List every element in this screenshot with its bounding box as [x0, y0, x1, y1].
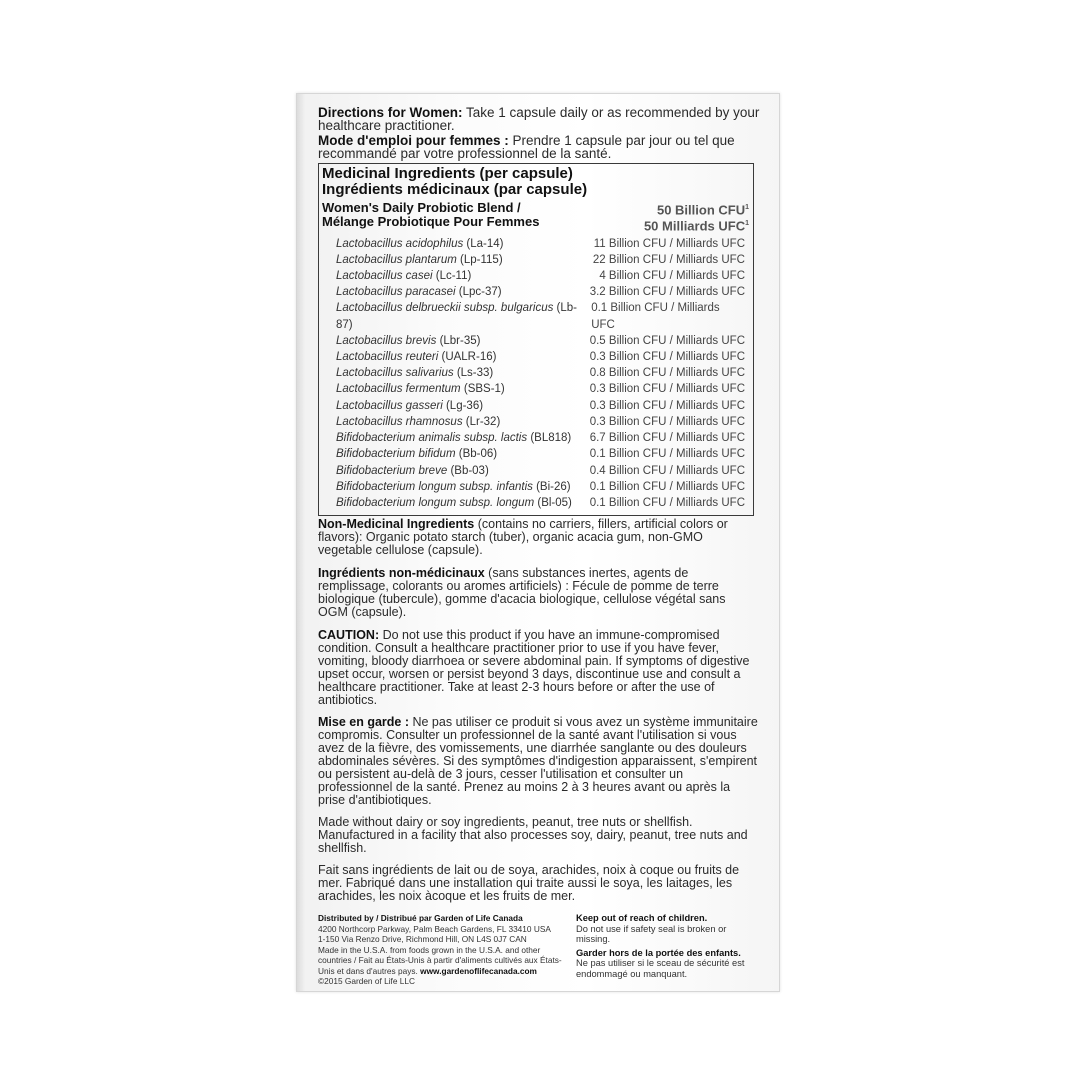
directions-fr	[318, 134, 760, 160]
strain-code: (BL818)	[530, 432, 572, 445]
strain-amount: 3.2 Billion CFU / Milliards UFC	[589, 286, 745, 299]
strain-code: (Bb-06)	[458, 448, 498, 461]
strain-name	[336, 300, 591, 332]
strain-amount: 0.1 Billion CFU / Milliards UFC	[589, 496, 745, 509]
strain-code: (Lb-87)	[336, 302, 577, 331]
blend-amount-en-text: 50 Billion CFU	[656, 202, 746, 218]
blend-amount	[644, 201, 753, 234]
label-content	[318, 106, 760, 987]
strain-code: (La-14)	[466, 237, 504, 250]
strain-amount: 22 Billion CFU / Milliards UFC	[592, 253, 745, 266]
non-medicinal-fr-text: (sans substances inertes, agents de remplissage, colorants ou aromes artificiels) : Fécule de pomme de terre biologique (tubercule), gomme d'acacia biologique, cellulose végétal sans OGM (capsule).	[318, 566, 726, 620]
blend-name-fr: Mélange Probiotique Pour Femmes	[322, 214, 540, 229]
strain-code: (Lr-32)	[465, 415, 501, 428]
strain-species: Bifidobacterium bifidum	[336, 448, 456, 461]
strain-code: (Ls-33)	[456, 367, 494, 380]
strain-name	[336, 398, 483, 414]
blend-name-en: Women's Daily Probiotic Blend /	[322, 200, 521, 215]
made-in-text: Made in the U.S.A. from foods grown in the U.S.A. and other countries / Fait au États-Unis à partir d'aliments cultivés aux États-Unis et dans d'autres pays.	[318, 944, 562, 976]
keep-out-en	[576, 913, 748, 924]
strain-species: Lactobacillus acidophilus	[336, 237, 464, 250]
allergen-en: Made without dairy or soy ingredients, peanut, tree nuts or shellfish. Manufactured in a facility that also processes soy, dairy, peanut, tree nuts and shellfish.	[318, 815, 748, 856]
strain-species: Lactobacillus gasseri	[336, 399, 443, 412]
strain-row	[322, 446, 753, 462]
keep-out-en-text: Keep out of reach of children.	[576, 913, 708, 924]
strain-species: Lactobacillus reuteri	[336, 351, 439, 364]
strain-amount: 0.1 Billion CFU / Milliards UFC	[589, 480, 745, 493]
strain-name	[336, 268, 471, 284]
caution-en	[318, 629, 758, 707]
strain-species: Bifidobacterium breve	[336, 464, 448, 477]
facts-title-fr: Ingrédients médicinaux (par capsule)	[322, 181, 588, 198]
strain-row	[322, 381, 753, 397]
strain-species: Bifidobacterium animalis subsp. lactis	[336, 432, 528, 445]
strain-amount: 0.3 Billion CFU / Milliards UFC	[589, 415, 745, 428]
website-link: www.gardenoflifecanada.com	[420, 965, 537, 976]
strain-row	[322, 236, 753, 252]
strain-row	[322, 349, 753, 365]
strain-name	[336, 479, 571, 495]
distributed-by	[318, 913, 568, 924]
strain-row	[322, 414, 753, 430]
non-medicinal-en	[318, 518, 758, 557]
strain-row	[322, 333, 753, 349]
caution-fr-label: Mise en garde :	[318, 715, 409, 730]
strain-code: (Lg-36)	[445, 399, 484, 412]
strain-code: (Lc-11)	[435, 270, 472, 283]
strain-species: Lactobacillus salivarius	[336, 367, 454, 380]
blend-amount-fr-text: 50 Milliards UFC	[643, 218, 746, 234]
directions-en	[318, 106, 760, 132]
strain-amount: 0.1 Billion CFU / Milliards UFC	[591, 302, 720, 331]
facts-title-en: Medicinal Ingredients (per capsule)	[322, 165, 573, 182]
strain-species: Lactobacillus brevis	[336, 334, 437, 347]
distributed-by-label: Distributed by / Distribué par Garden of Life Canada	[318, 913, 523, 924]
non-medicinal-en-label: Non-Medicinal Ingredients	[318, 517, 475, 532]
strain-code: (Lbr-35)	[439, 334, 481, 347]
caution-fr	[318, 716, 758, 807]
strain-row	[322, 463, 753, 479]
strain-name	[336, 381, 505, 397]
address-us: 4200 Northcorp Parkway, Palm Beach Gardens, FL 33410 USA	[318, 923, 551, 934]
strain-species: Lactobacillus plantarum	[336, 253, 457, 266]
strain-name	[336, 446, 497, 462]
directions-fr-text: Prendre 1 capsule par jour ou tel que recommandé par votre professionnel de la santé.	[318, 133, 735, 161]
strain-amount: 0.3 Billion CFU / Milliards UFC	[589, 383, 745, 396]
strain-row	[322, 284, 753, 300]
caution-en-text: Do not use this product if you have an immune-compromised condition. Consult a healthcare practitioner prior to use if you have fever, vomiting, bloody diarrhoea or severe abdominal pain. If symptoms of digestive upset occur, worsen or persist beyond 3 days, discontinue use and consult a healthcare practitioner. Take at least 2-3 hours before or after the use of antibiotics.	[318, 628, 750, 708]
strain-species: Lactobacillus delbrueckii subsp. bulgaricus	[336, 302, 554, 315]
blend-row	[322, 201, 753, 234]
strain-name	[336, 430, 571, 446]
non-medicinal-fr-label: Ingrédients non-médicinaux	[318, 566, 485, 581]
strain-name	[336, 284, 502, 300]
blend-name	[322, 201, 539, 234]
directions-en-text: Take 1 capsule daily or as recommended by your healthcare practitioner.	[318, 105, 760, 133]
strain-amount: 11 Billion CFU / Milliards UFC	[593, 237, 745, 250]
strain-code: (Bl-05)	[537, 496, 572, 509]
directions-fr-label: Mode d'emploi pour femmes :	[318, 133, 509, 148]
blend-amount-fr	[644, 217, 749, 233]
allergen-fr: Fait sans ingrédients de lait ou de soya, arachides, noix à coque ou fruits de mer. Fabriqué dans une installation qui traite aussi le soya, les laitages, les arachides, les noix àcoque et les fruits de mer.	[318, 863, 740, 904]
strain-list	[322, 236, 753, 511]
distributor-info	[318, 913, 568, 987]
blend-amount-en	[644, 201, 749, 217]
strain-row	[322, 495, 753, 511]
strain-name	[336, 365, 493, 381]
strain-name	[336, 463, 489, 479]
caution-en-label: CAUTION:	[318, 628, 380, 643]
strain-code: (Lp-115)	[460, 253, 503, 266]
strain-amount: 0.1 Billion CFU / Milliards UFC	[589, 448, 745, 461]
strain-species: Lactobacillus casei	[336, 270, 433, 283]
strain-name	[336, 414, 500, 430]
non-medicinal-en-text: (contains no carriers, fillers, artificial colors or flavors): Organic potato starch (tuber), organic acacia gum, non-GMO vegetable cellulose (capsule).	[318, 517, 728, 558]
keep-out-fr-text: Garder hors de la portée des enfants.	[576, 947, 741, 958]
strain-amount: 4 Billion CFU / Milliards UFC	[599, 270, 745, 283]
medicinal-ingredients-table	[318, 163, 754, 516]
strain-name	[336, 236, 504, 252]
label-footer	[318, 913, 748, 987]
strain-amount: 0.3 Billion CFU / Milliards UFC	[589, 351, 745, 364]
strain-name	[336, 495, 572, 511]
strain-row	[322, 398, 753, 414]
strain-row	[322, 479, 753, 495]
seal-warning-fr: Ne pas utiliser si le sceau de sécurité est endommagé ou manquant.	[576, 958, 745, 979]
strain-name	[336, 252, 503, 268]
strain-name	[336, 333, 480, 349]
strain-species: Lactobacillus rhamnosus	[336, 415, 463, 428]
keep-out-fr	[576, 948, 748, 959]
non-medicinal-fr	[318, 567, 758, 619]
footnote-mark: 1	[745, 204, 749, 211]
strain-row	[322, 252, 753, 268]
strain-amount: 0.8 Billion CFU / Milliards UFC	[589, 367, 745, 380]
strain-row	[322, 430, 753, 446]
strain-row	[322, 365, 753, 381]
footnote-mark: 1	[745, 220, 749, 228]
copyright: ©2015 Garden of Life LLC	[318, 976, 415, 987]
label-panel	[296, 93, 780, 992]
strain-code: (UALR-16)	[441, 351, 497, 364]
strain-name	[336, 349, 496, 365]
strain-amount: 6.7 Billion CFU / Milliards UFC	[589, 432, 745, 445]
safety-warnings	[576, 913, 748, 987]
seal-warning-en: Do not use if safety seal is broken or missing.	[576, 923, 727, 945]
strain-amount: 0.4 Billion CFU / Milliards UFC	[589, 464, 745, 477]
strain-species: Lactobacillus paracasei	[336, 286, 456, 299]
strain-amount: 0.3 Billion CFU / Milliards UFC	[589, 399, 745, 412]
strain-species: Bifidobacterium longum subsp. longum	[336, 496, 535, 509]
caution-fr-text: Ne pas utiliser ce produit si vous avez un système immunitaire compromis. Consulter un professionnel de la santé avant l'utilisation si vous avez de la fièvre, des vomissements, une diarrhée sanglante ou des douleurs abdominales sévères. Si des symptômes d'indigestion apparaissent, s'empirent ou persistent au-delà de 3 jours, cesser l'utilisation et consulter un professionnel de la santé. Prenez au moins 2 à 3 heures avant ou après la prise d'antibiotiques.	[318, 715, 758, 808]
strain-species: Bifidobacterium longum subsp. infantis	[336, 480, 533, 493]
panel-shadow-edge	[297, 94, 305, 991]
strain-code: (Bb-03)	[450, 464, 489, 477]
made-in-statement	[318, 945, 568, 977]
strain-amount: 0.5 Billion CFU / Milliards UFC	[589, 334, 745, 347]
strain-row	[322, 268, 753, 284]
directions-en-label: Directions for Women:	[318, 105, 463, 120]
strain-species: Lactobacillus fermentum	[336, 383, 461, 396]
strain-row	[322, 300, 753, 332]
strain-code: (SBS-1)	[463, 383, 505, 396]
strain-code: (Bi-26)	[536, 480, 571, 493]
address-canada: 1-150 Via Renzo Drive, Richmond Hill, ON L4S 0J7 CAN	[318, 934, 527, 945]
strain-code: (Lpc-37)	[458, 286, 502, 299]
